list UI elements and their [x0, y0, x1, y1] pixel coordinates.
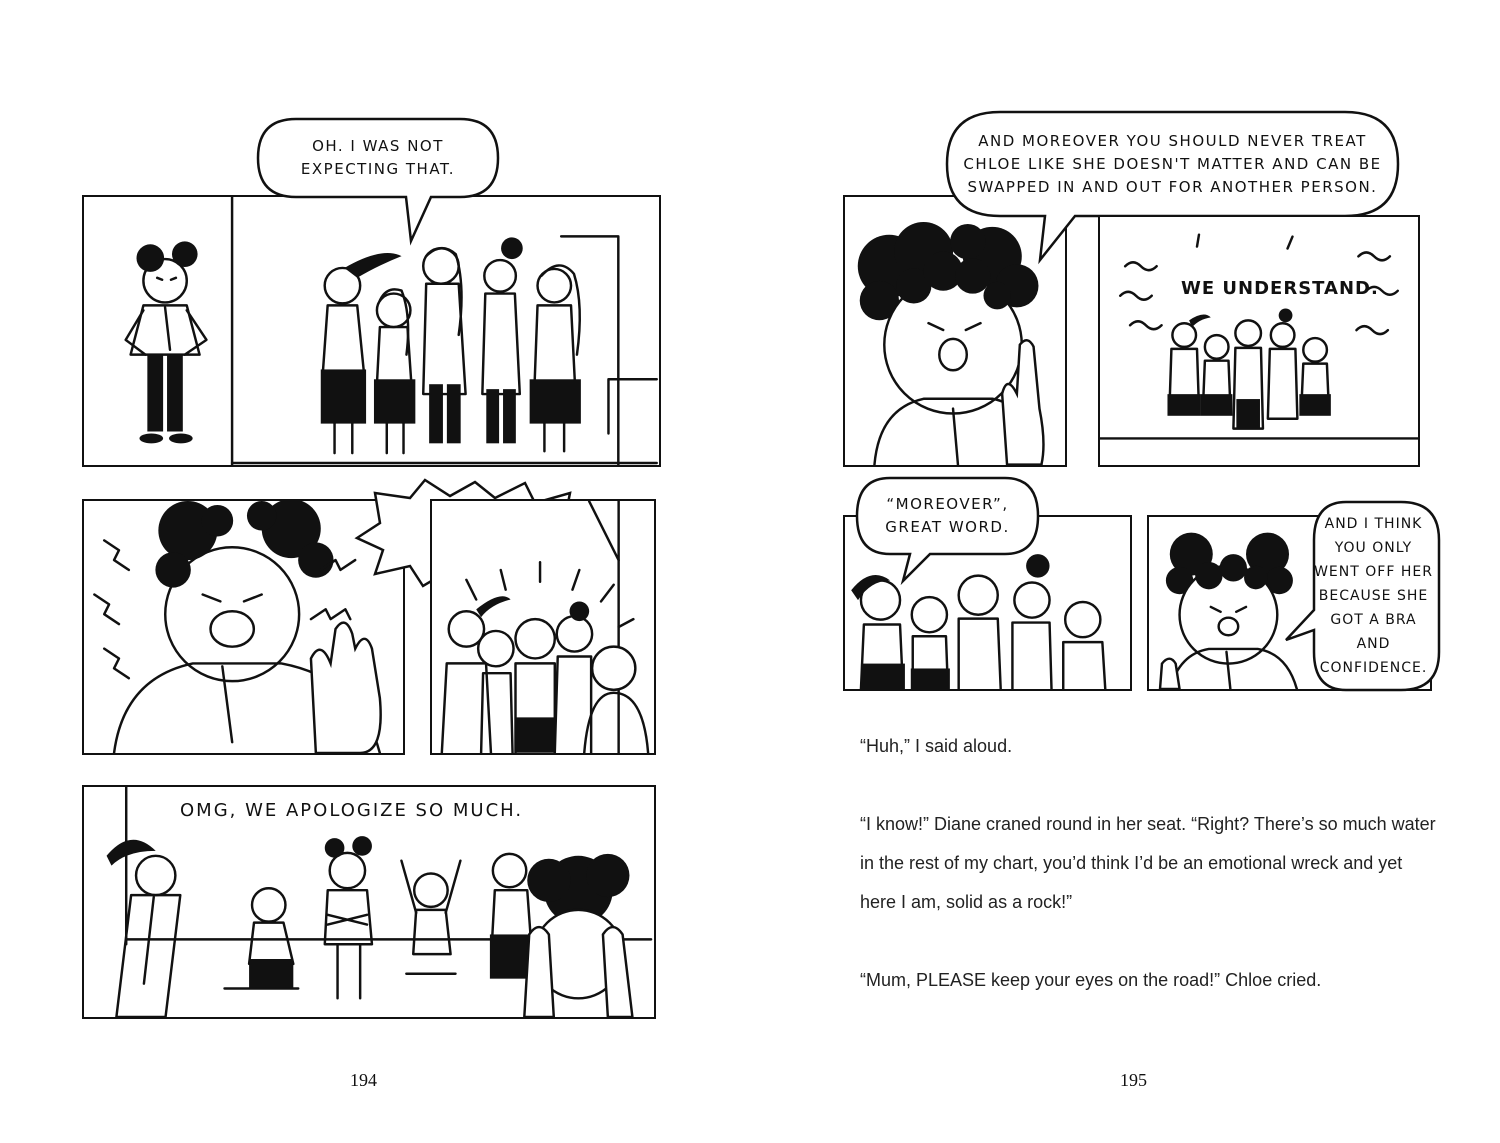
panel-illustration-apology — [84, 787, 654, 1017]
comic-panel-we-understand — [1098, 215, 1420, 467]
bubble-text: “MOREOVER”, GREAT WORD. — [885, 495, 1010, 536]
bubble-text: AND I THINK YOU ONLY WENT OFF HER BECAUSE SHE GOT A BRA AND CONFIDENCE. — [1314, 516, 1433, 676]
prose-paragraph-2: “I know!” Diane craned round in her seat. “Right? There’s so much water in the rest of my chart, you’d think I’d be an emotional wreck and yet here I am, solid as a rock!” — [860, 814, 1436, 912]
prose-paragraph-1: “Huh,” I said aloud. — [860, 736, 1013, 756]
panel-illustration-shocked-group — [432, 501, 654, 753]
speech-bubble-moreover-lecture — [945, 110, 1400, 218]
caption-we-understand: WE UNDERSTAND. — [1181, 278, 1379, 299]
bubble-text: OH. I WAS NOT EXPECTING THAT. — [300, 137, 456, 178]
page-number: 195 — [1120, 1070, 1147, 1090]
caption-apology: OMG, WE APOLOGIZE SO MUCH. — [180, 800, 524, 821]
panel-illustration-we-understand — [1100, 217, 1418, 465]
bubble-text: AND MOREOVER YOU SHOULD NEVER TREAT CHLOE LIKE SHE DOESN'T MATTER AND CAN BE SWAPPED IN AND OUT FOR ANOTHER PERSON. — [963, 131, 1382, 196]
prose-paragraph-3: “Mum, PLEASE keep your eyes on the road!” Chloe cried. — [860, 970, 1322, 990]
page-number: 194 — [350, 1070, 377, 1090]
panel-illustration-lineup — [84, 197, 659, 465]
speech-bubble-confidence — [1306, 500, 1441, 692]
comic-panel-shocked-group — [430, 499, 656, 755]
panel-illustration-lecture — [845, 197, 1065, 465]
speech-bubble-not-expecting — [256, 117, 500, 199]
speech-bubble-great-word — [855, 476, 1040, 556]
comic-panel-lecture — [843, 195, 1067, 467]
comic-panel-lineup — [82, 195, 661, 467]
